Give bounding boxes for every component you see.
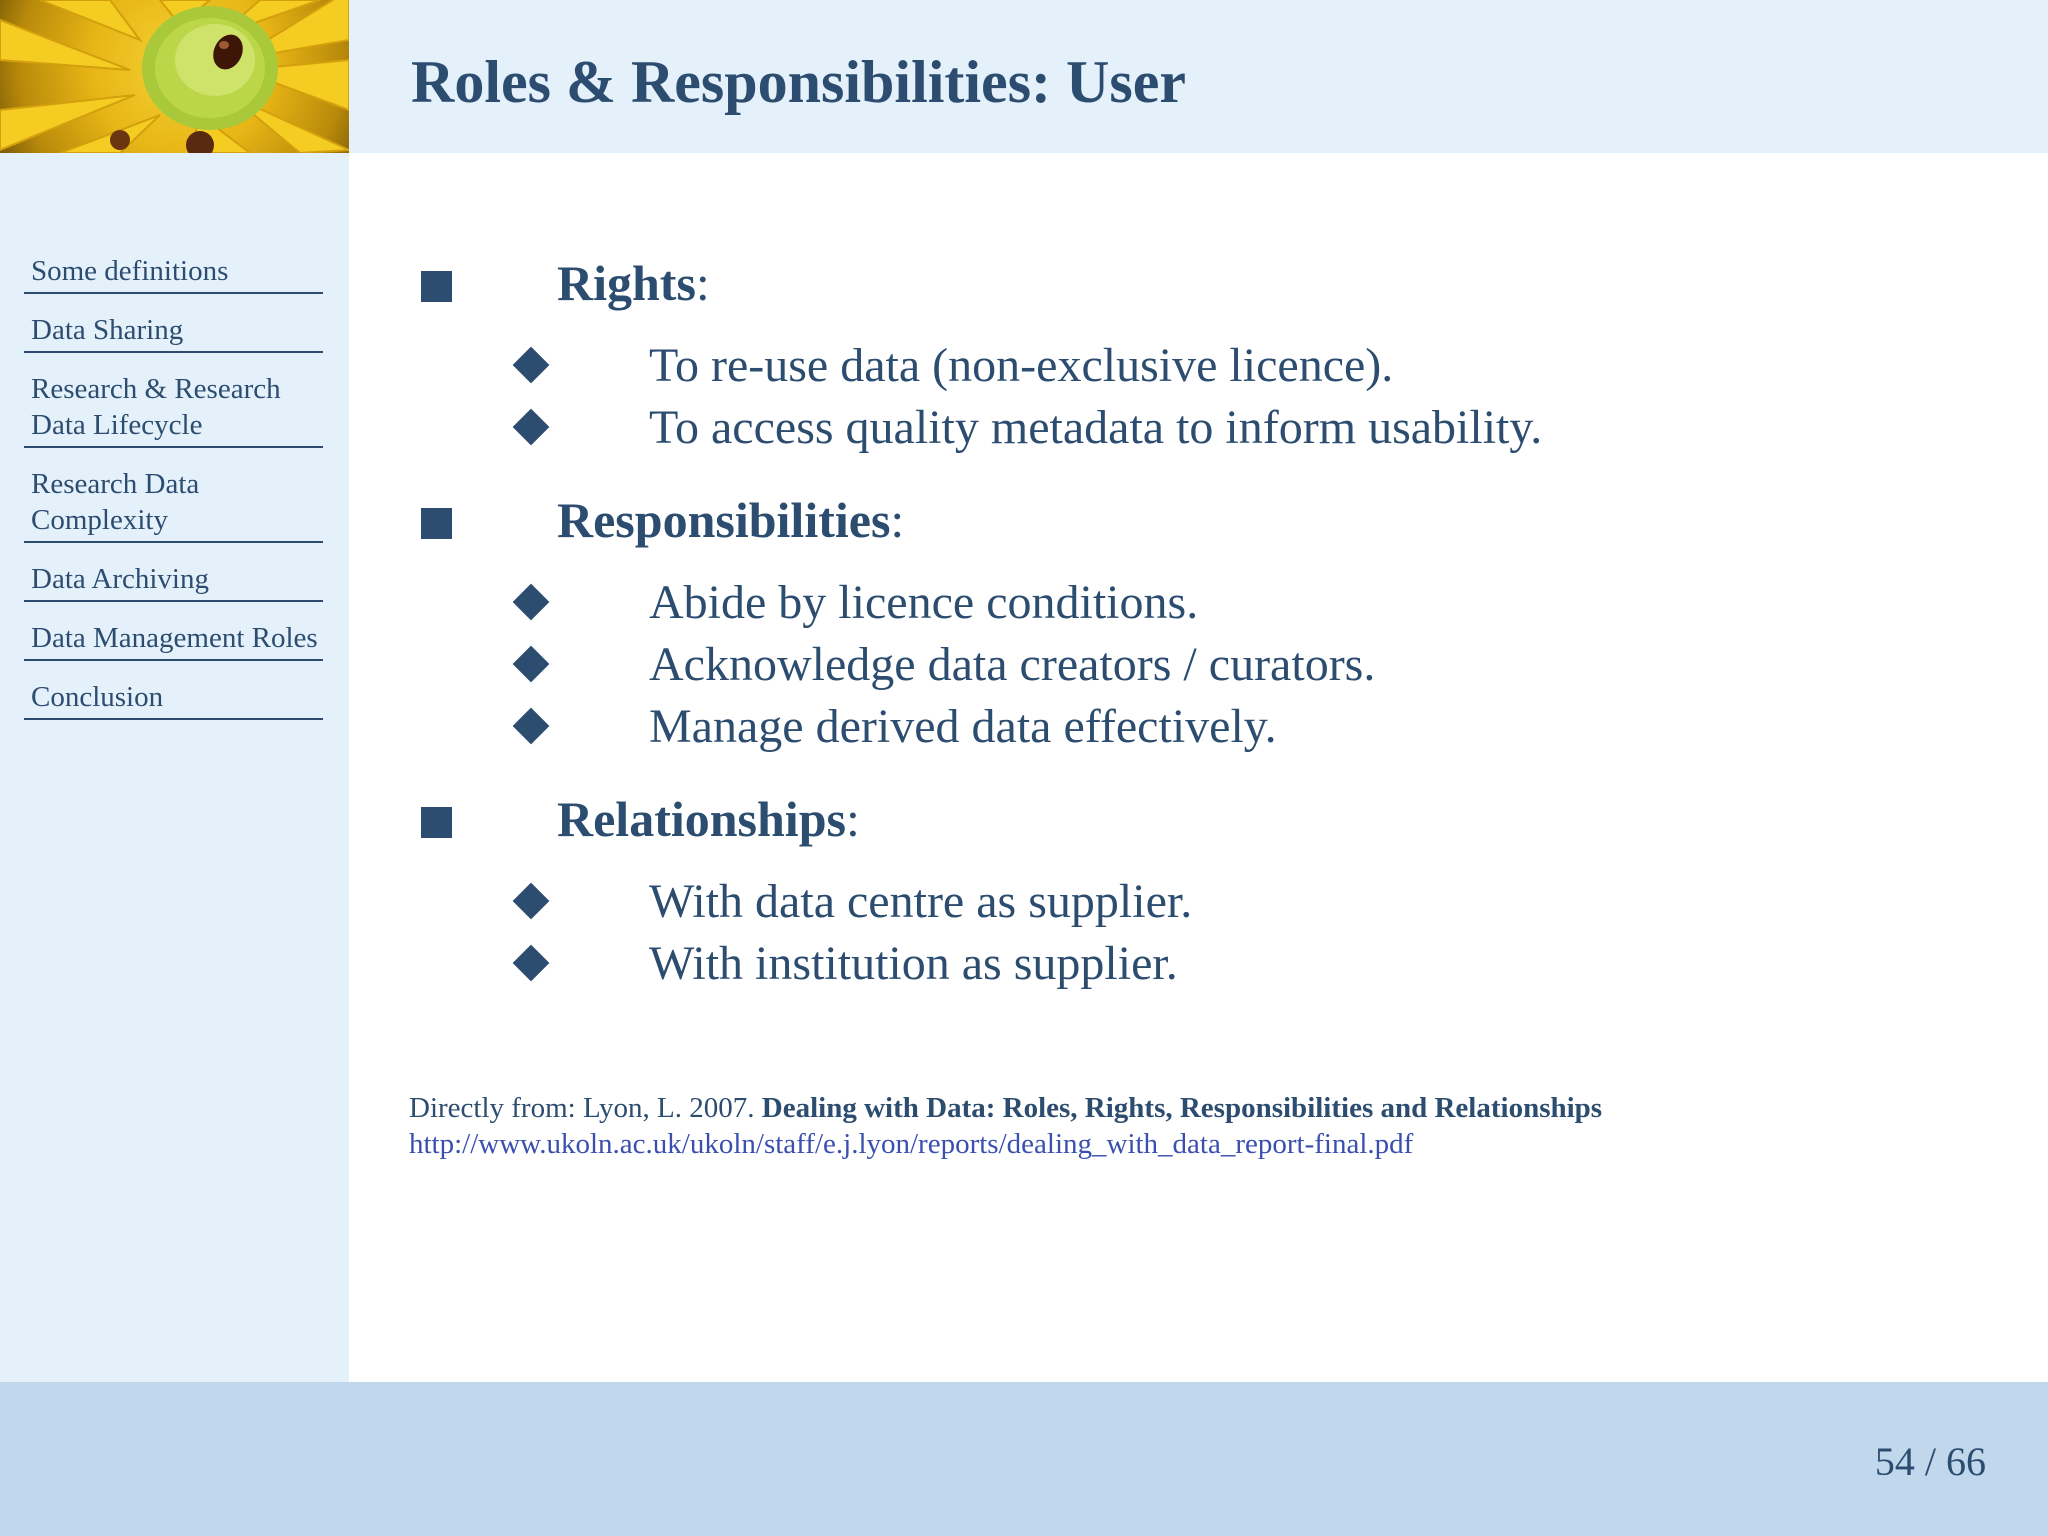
list-item: Acknowledge data creators / curators. <box>409 634 1969 696</box>
sidebar-item-conclusion[interactable]: Conclusion <box>24 679 323 720</box>
square-bullet-icon <box>421 508 452 539</box>
diamond-bullet-icon <box>513 584 550 621</box>
section-heading: Relationships: <box>557 791 860 847</box>
section-heading: Responsibilities: <box>557 492 905 548</box>
diamond-bullet-icon <box>513 347 550 384</box>
diamond-bullet-icon <box>513 945 550 982</box>
slide-title: Roles & Responsibilities: User <box>411 49 1186 115</box>
list-item: Abide by licence conditions. <box>409 572 1969 634</box>
diamond-bullet-icon <box>513 409 550 446</box>
sidebar-item-research-data-complexity[interactable]: Research Data Complexity <box>24 466 323 543</box>
citation-link[interactable]: http://www.ukoln.ac.uk/ukoln/staff/e.j.lyon/reports/dealing_with_data_report-final.pdf <box>409 1128 1414 1160</box>
diamond-bullet-icon <box>513 646 550 683</box>
list-item: Manage derived data effectively. <box>409 696 1969 758</box>
slide-footer <box>0 1382 2048 1536</box>
list-item: To access quality metadata to inform usability. <box>409 397 1969 459</box>
square-bullet-icon <box>421 271 452 302</box>
sidebar-item-data-sharing[interactable]: Data Sharing <box>24 312 323 353</box>
section-heading: Rights: <box>557 255 710 311</box>
sunflower-icon <box>0 0 349 153</box>
square-bullet-icon <box>421 807 452 838</box>
citation <box>409 1090 2029 1162</box>
citation-title: Dealing with Data: Roles, Rights, Responsibilities and Relationships <box>761 1092 1603 1124</box>
citation-prefix: Directly from: Lyon, L. 2007. <box>409 1092 762 1124</box>
sunflower-logo <box>0 0 349 153</box>
page-number: 54 / 66 <box>1874 1439 1986 1484</box>
slide-header <box>349 0 2048 153</box>
section-rights <box>409 253 1969 459</box>
diamond-bullet-icon <box>513 708 550 745</box>
list-item: With data centre as supplier. <box>409 871 1969 933</box>
sidebar-item-research-lifecycle[interactable]: Research & Research Data Lifecycle <box>24 371 323 448</box>
section-responsibilities <box>409 490 1969 758</box>
sidebar-item-data-archiving[interactable]: Data Archiving <box>24 561 323 602</box>
sidebar <box>0 153 349 1382</box>
sidebar-nav <box>24 253 323 738</box>
section-relationships <box>409 789 1969 995</box>
sidebar-item-some-definitions[interactable]: Some definitions <box>24 253 323 294</box>
list-item: With institution as supplier. <box>409 933 1969 995</box>
list-item: To re-use data (non-exclusive licence). <box>409 335 1969 397</box>
slide-content <box>349 153 2048 1382</box>
diamond-bullet-icon <box>513 883 550 920</box>
sidebar-item-data-management-roles[interactable]: Data Management Roles <box>24 620 323 661</box>
